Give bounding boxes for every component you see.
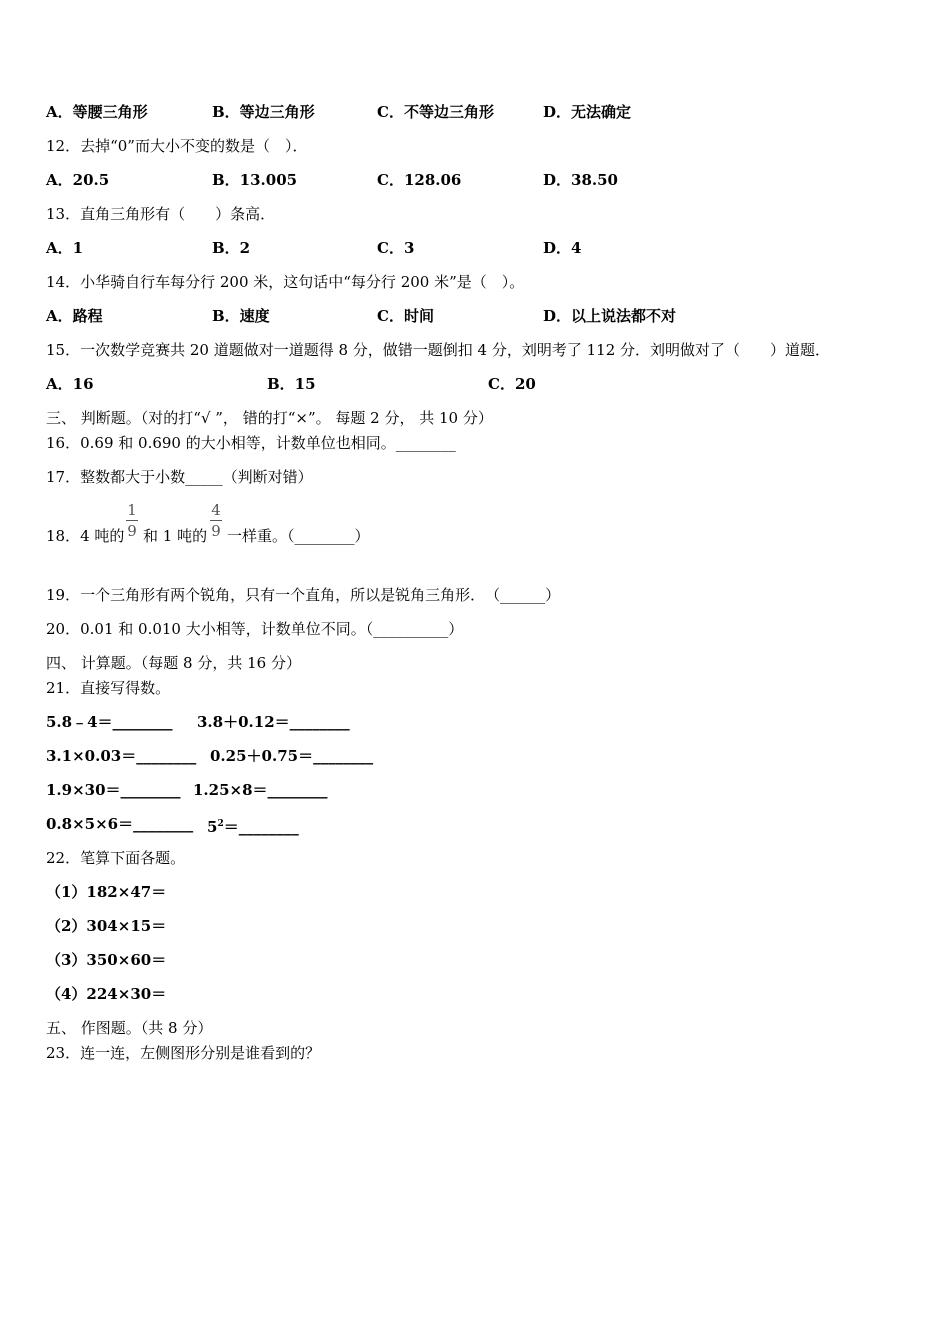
fraction-2-numerator: 4 — [211, 501, 221, 519]
q20: 20．0.01 和 0.010 大小相等，计数单位不同。（__________） — [46, 620, 464, 638]
q11-option-a: A．等腰三角形 — [46, 103, 148, 121]
q11-option-c: C．不等边三角形 — [377, 103, 494, 121]
q13-option-c: C．3 — [377, 239, 415, 257]
q21-item-6: 1.25×8＝________ — [193, 781, 328, 799]
q15-option-b: B．15 — [267, 375, 316, 393]
q19: 19．一个三角形有两个锐角，只有一个直角，所以是锐角三角形． （______） — [46, 586, 561, 604]
q14-stem: 14．小华骑自行车每分行 200 米，这句话中“每分行 200 米”是（ ）。 — [46, 273, 525, 291]
fraction-1-bar — [126, 520, 138, 521]
fraction-2-denominator: 9 — [211, 522, 221, 540]
q13-stem: 13．直角三角形有（ ）条高． — [46, 205, 276, 223]
fraction-1-numerator: 1 — [127, 501, 137, 519]
section-3-heading: 三、 判断题。（对的打“√ ”， 错的打“×”。 每题 2 分， 共 10 分） — [46, 409, 493, 427]
q15-option-a: A．16 — [46, 375, 94, 393]
q14-option-d: D．以上说法都不对 — [543, 307, 677, 325]
q21-item-2: 3.8＋0.12＝________ — [197, 713, 350, 731]
q21-item-7: 0.8×5×6＝________ — [46, 815, 194, 833]
q23-stem: 23．连一连，左侧图形分别是谁看到的？ — [46, 1044, 321, 1062]
q18-suffix: 一样重。（________） — [227, 527, 370, 545]
power-exponent: 2 — [217, 819, 224, 829]
q21-item-8 — [207, 814, 299, 837]
q11-option-b: B．等边三角形 — [212, 103, 315, 121]
q18-fraction-1 — [126, 501, 138, 540]
q18-fraction-2 — [210, 501, 222, 540]
q21-item-1: 5.8﹣4＝________ — [46, 713, 173, 731]
q18-middle: 和 1 吨的 — [143, 527, 208, 545]
q14-option-b: B．速度 — [212, 307, 270, 325]
q22-item-4: （4）224×30＝ — [46, 985, 167, 1003]
q12-option-b: B．13.005 — [212, 171, 298, 189]
q22-item-3: （3）350×60＝ — [46, 951, 167, 969]
q22-item-1: （1）182×47＝ — [46, 883, 167, 901]
fraction-1-denominator: 9 — [127, 522, 137, 540]
section-5-heading: 五、 作图题。（共 8 分） — [46, 1019, 213, 1037]
q12-option-d: D．38.50 — [543, 171, 618, 189]
q12-option-c: C．128.06 — [377, 171, 462, 189]
q21-item-3: 3.1×0.03＝________ — [46, 747, 197, 765]
q22-stem: 22．笔算下面各题。 — [46, 849, 186, 867]
power-answer-blank: ＝________ — [223, 818, 299, 836]
q21-item-5: 1.9×30＝________ — [46, 781, 181, 799]
q13-option-a: A．1 — [46, 239, 84, 257]
q22-item-2: （2）304×15＝ — [46, 917, 167, 935]
q12-option-a: A．20.5 — [46, 171, 110, 189]
q14-option-a: A．路程 — [46, 307, 103, 325]
q15-stem: 15．一次数学竞赛共 20 道题做对一道题得 8 分，做错一题倒扣 4 分，刘明考了 112 分．刘明做对了（ ）道题． — [46, 341, 831, 359]
q21-item-4: 0.25＋0.75＝________ — [210, 747, 374, 765]
q11-option-d: D．无法确定 — [543, 103, 632, 121]
q12-stem: 12．去掉“0”而大小不变的数是（ ）． — [46, 137, 308, 155]
q13-option-d: D．4 — [543, 239, 582, 257]
q16: 16．0.69 和 0.690 的大小相等，计数单位也相同。________ — [46, 434, 456, 452]
fraction-2-bar — [210, 520, 222, 521]
q14-option-c: C．时间 — [377, 307, 434, 325]
q18-prefix: 18．4 吨的 — [46, 527, 125, 545]
q21-stem: 21．直接写得数。 — [46, 679, 171, 697]
power-base: 5 — [207, 818, 218, 836]
q17: 17．整数都大于小数_____（判断对错） — [46, 468, 313, 486]
q13-option-b: B．2 — [212, 239, 251, 257]
section-4-heading: 四、 计算题。（每题 8 分，共 16 分） — [46, 654, 301, 672]
q15-option-c: C．20 — [488, 375, 536, 393]
